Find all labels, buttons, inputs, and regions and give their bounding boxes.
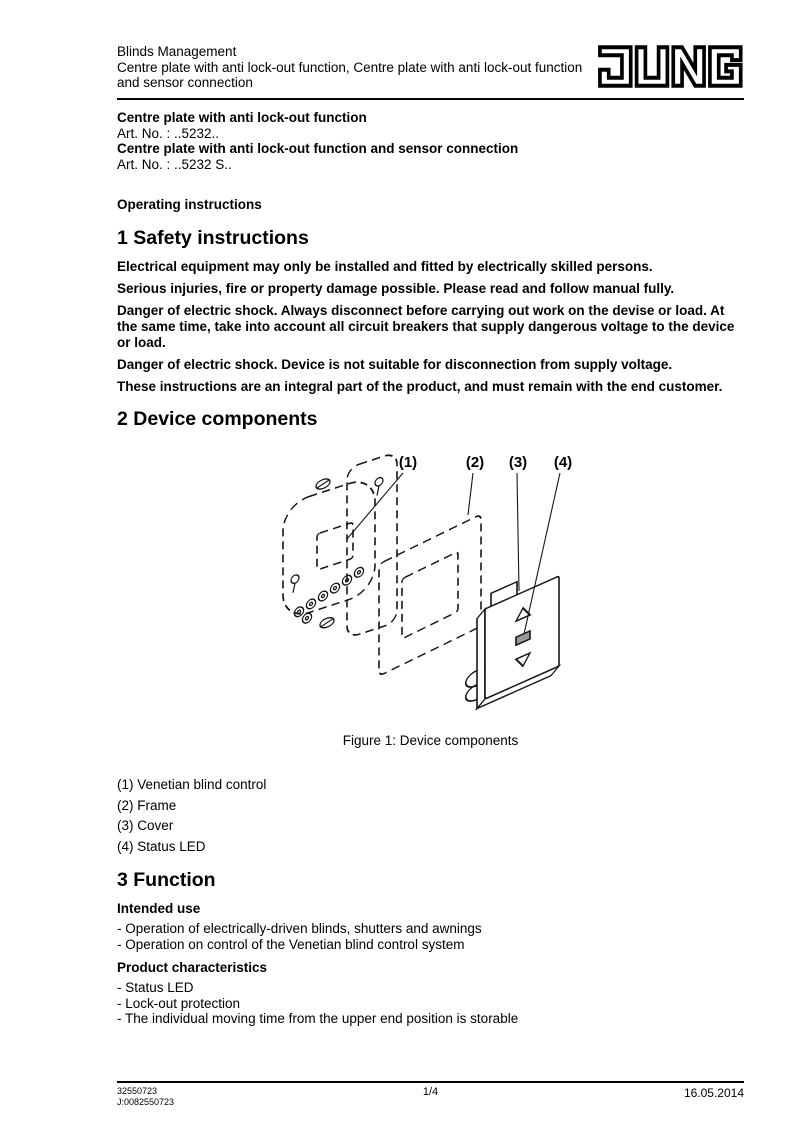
footer-doc-number: 32550723 (117, 1086, 158, 1096)
document-body (117, 110, 744, 1027)
figure-label-3: (3) (508, 454, 528, 471)
safety-paragraph: Serious injuries, fire or property damage possible. Please read and follow manual fully. (117, 281, 675, 296)
list-item: - Operation of electrically-driven blinds, shutters and awnings (117, 921, 482, 936)
safety-paragraph: Electrical equipment may only be installed and fitted by electrically skilled persons. (117, 259, 653, 274)
intended-use-list (117, 921, 744, 952)
cover-drawing (466, 563, 559, 714)
leader-line-3 (517, 473, 519, 591)
legend-item: (3) Cover (117, 818, 174, 833)
figure-label-4: (4) (553, 454, 573, 471)
footer-doc-code: J:0082550723 (117, 1096, 175, 1107)
frame-drawing (379, 514, 481, 676)
insert-drawing (283, 452, 397, 659)
footer-doc-ids (117, 1086, 317, 1107)
section-heading-safety: 1 Safety instructions (117, 227, 309, 249)
exploded-view-drawing (271, 439, 611, 731)
list-item: - The individual moving time from the upper end position is storable (117, 1011, 519, 1026)
legend-item: (4) Status LED (117, 838, 206, 854)
figure-label-2: (2) (465, 454, 485, 471)
page-header (117, 44, 744, 100)
figure-label-1: (1) (398, 454, 418, 471)
logo-letter-u (637, 47, 668, 86)
product-block (117, 110, 744, 172)
leader-line-2 (468, 473, 473, 515)
legend-item: (1) Venetian blind control (117, 777, 267, 792)
legend-item: (2) Frame (117, 797, 177, 813)
product-art-no: Art. No. : ..5232.. (117, 125, 220, 141)
list-item: - Operation on control of the Venetian blind control system (117, 936, 465, 952)
product-characteristics-list (117, 980, 744, 1027)
subheading-product-characteristics: Product characteristics (117, 960, 268, 975)
figure-caption: Figure 1: Device components (342, 733, 519, 748)
logo-letter-j (600, 47, 631, 86)
footer-date: 16.05.2014 (683, 1086, 744, 1100)
section-heading-function: 3 Function (117, 869, 216, 891)
safety-paragraph: These instructions are an integral part of the product, and must remain with the end customer. (117, 379, 723, 394)
component-legend (117, 775, 744, 857)
footer-page-number: 1/4 (422, 1086, 439, 1098)
safety-paragraph: Danger of electric shock. Device is not suitable for disconnection from supply voltage. (117, 357, 673, 372)
header-text-block (117, 44, 597, 91)
product-name: Centre plate with anti lock-out function (117, 110, 367, 125)
doc-type-label: Operating instructions (117, 197, 262, 212)
logo-letter-n (674, 47, 705, 86)
safety-paragraph: Danger of electric shock. Always disconnect before carrying out work on the devise or load. At the same time, take into account all circuit breakers that supply dangerous voltage to the device or load. (117, 303, 735, 350)
jung-logo-icon (597, 44, 744, 89)
header-subtitle: Centre plate with anti lock-out function, Centre plate with anti lock-out function and sensor connection (117, 59, 583, 90)
logo-letter-g (710, 47, 741, 86)
header-category: Blinds Management (117, 44, 237, 59)
mounting-hook (466, 685, 477, 705)
list-item: - Lock-out protection (117, 995, 241, 1011)
list-item: - Status LED (117, 980, 194, 995)
product-art-no: Art. No. : ..5232 S.. (117, 156, 232, 172)
subheading-intended-use: Intended use (117, 901, 201, 916)
product-name: Centre plate with anti lock-out function and sensor connection (117, 141, 519, 156)
page-footer (117, 1081, 744, 1107)
section-heading-device-components: 2 Device components (117, 408, 318, 430)
device-components-figure (117, 439, 744, 749)
